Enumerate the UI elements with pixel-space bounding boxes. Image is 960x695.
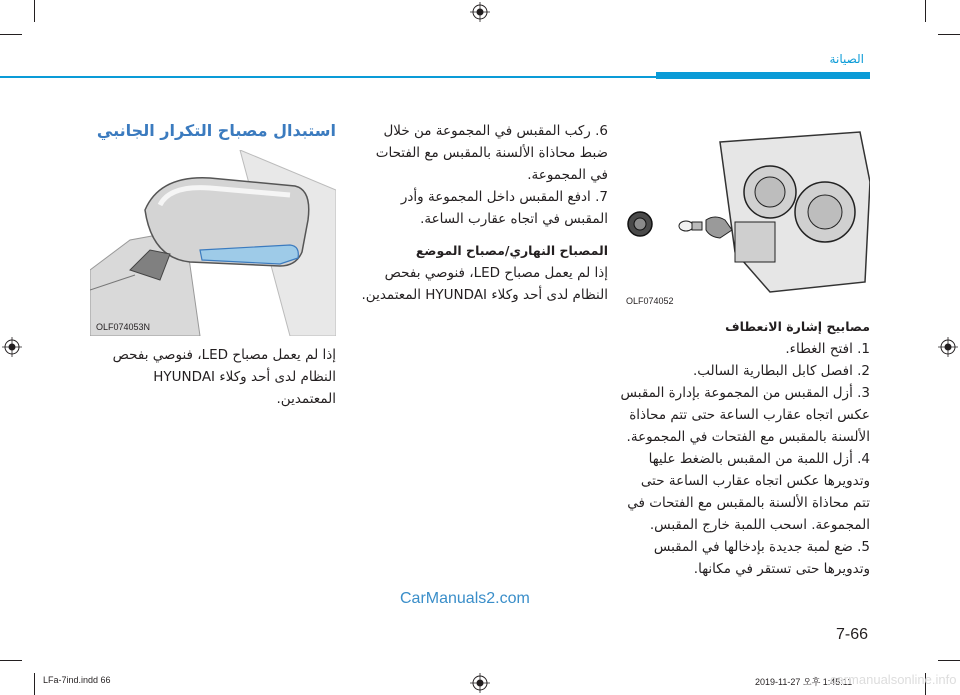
left-column	[90, 120, 336, 142]
page-number: 7-66	[835, 626, 868, 643]
registration-mark-icon	[938, 337, 958, 357]
step-3: 3. أزل المقبس من المجموعة بإدارة المقبس عكس اتجاه عقارب الساعة حتى تتم محاذاة الألسنة بالمقبس مع الفتحات في المجموعة.	[620, 385, 870, 445]
header-accent-bar	[656, 72, 870, 79]
section-title: الصيانة	[829, 52, 864, 66]
led-service-note: إذا لم يعمل مصباح LED، فنوصي بفحص النظام لدى أحد وكلاء HYUNDAI المعتمدين.	[361, 265, 608, 303]
crop-mark	[0, 660, 22, 661]
step-7: 7. ادفع المقبس داخل المجموعة وأدر المقبس في اتجاه عقارب الساعة.	[400, 189, 608, 227]
crop-mark	[34, 673, 35, 695]
side-repeater-heading: استبدال مصباح التكرار الجانبي	[96, 121, 336, 140]
footer-site: carmanualsonline.info	[830, 672, 957, 687]
registration-mark-icon	[470, 2, 490, 22]
middle-column	[356, 120, 608, 306]
step-5: 5. ضع لمبة جديدة بإدخالها في المقبس وتدويرها حتى تستقر في مكانها.	[653, 539, 870, 577]
led-service-note: إذا لم يعمل مصباح LED، فنوصي بفحص النظام لدى أحد وكلاء HYUNDAI المعتمدين.	[112, 347, 336, 407]
turn-signal-heading: مصابيح إشارة الانعطاف	[725, 319, 870, 334]
registration-mark-icon	[2, 337, 22, 357]
step-1: 1. افتح الغطاء.	[785, 341, 870, 357]
side-repeater-figure	[90, 150, 336, 336]
drl-position-lamp-heading: المصباح النهاري/مصباح الموضع	[415, 243, 608, 258]
figure-code: OLF074052	[626, 296, 674, 306]
footer-file: LFa-7ind.indd 66	[43, 675, 111, 685]
footer-date: 2019-11-27 오후 1:45:11	[755, 677, 853, 687]
watermark: CarManuals2.com	[400, 590, 530, 607]
step-6: 6. ركب المقبس في المجموعة من خلال ضبط محاذاة الألسنة بالمقبس مع الفتحات في المجموعة.	[375, 123, 608, 183]
crop-mark	[34, 0, 35, 22]
figure-code: OLF074053N	[96, 322, 151, 332]
crop-mark	[0, 34, 22, 35]
step-4: 4. أزل اللمبة من المقبس بالضغط عليها وتدويرها عكس اتجاه عقارب الساعة حتى تتم محاذاة الألسنة بالمقبس مع الفتحات في المجموعة. اسحب اللمبة خارج المقبس.	[627, 451, 870, 533]
right-column	[620, 316, 870, 580]
turn-signal-figure	[620, 122, 870, 310]
crop-mark	[938, 660, 960, 661]
headlamp-illustration	[620, 122, 870, 310]
crop-mark	[938, 34, 960, 35]
left-paragraph-box	[90, 344, 336, 410]
crop-mark	[925, 0, 926, 22]
side-mirror-illustration	[90, 150, 336, 336]
registration-mark-icon	[470, 673, 490, 693]
step-2: 2. افصل كابل البطارية السالب.	[692, 363, 870, 379]
